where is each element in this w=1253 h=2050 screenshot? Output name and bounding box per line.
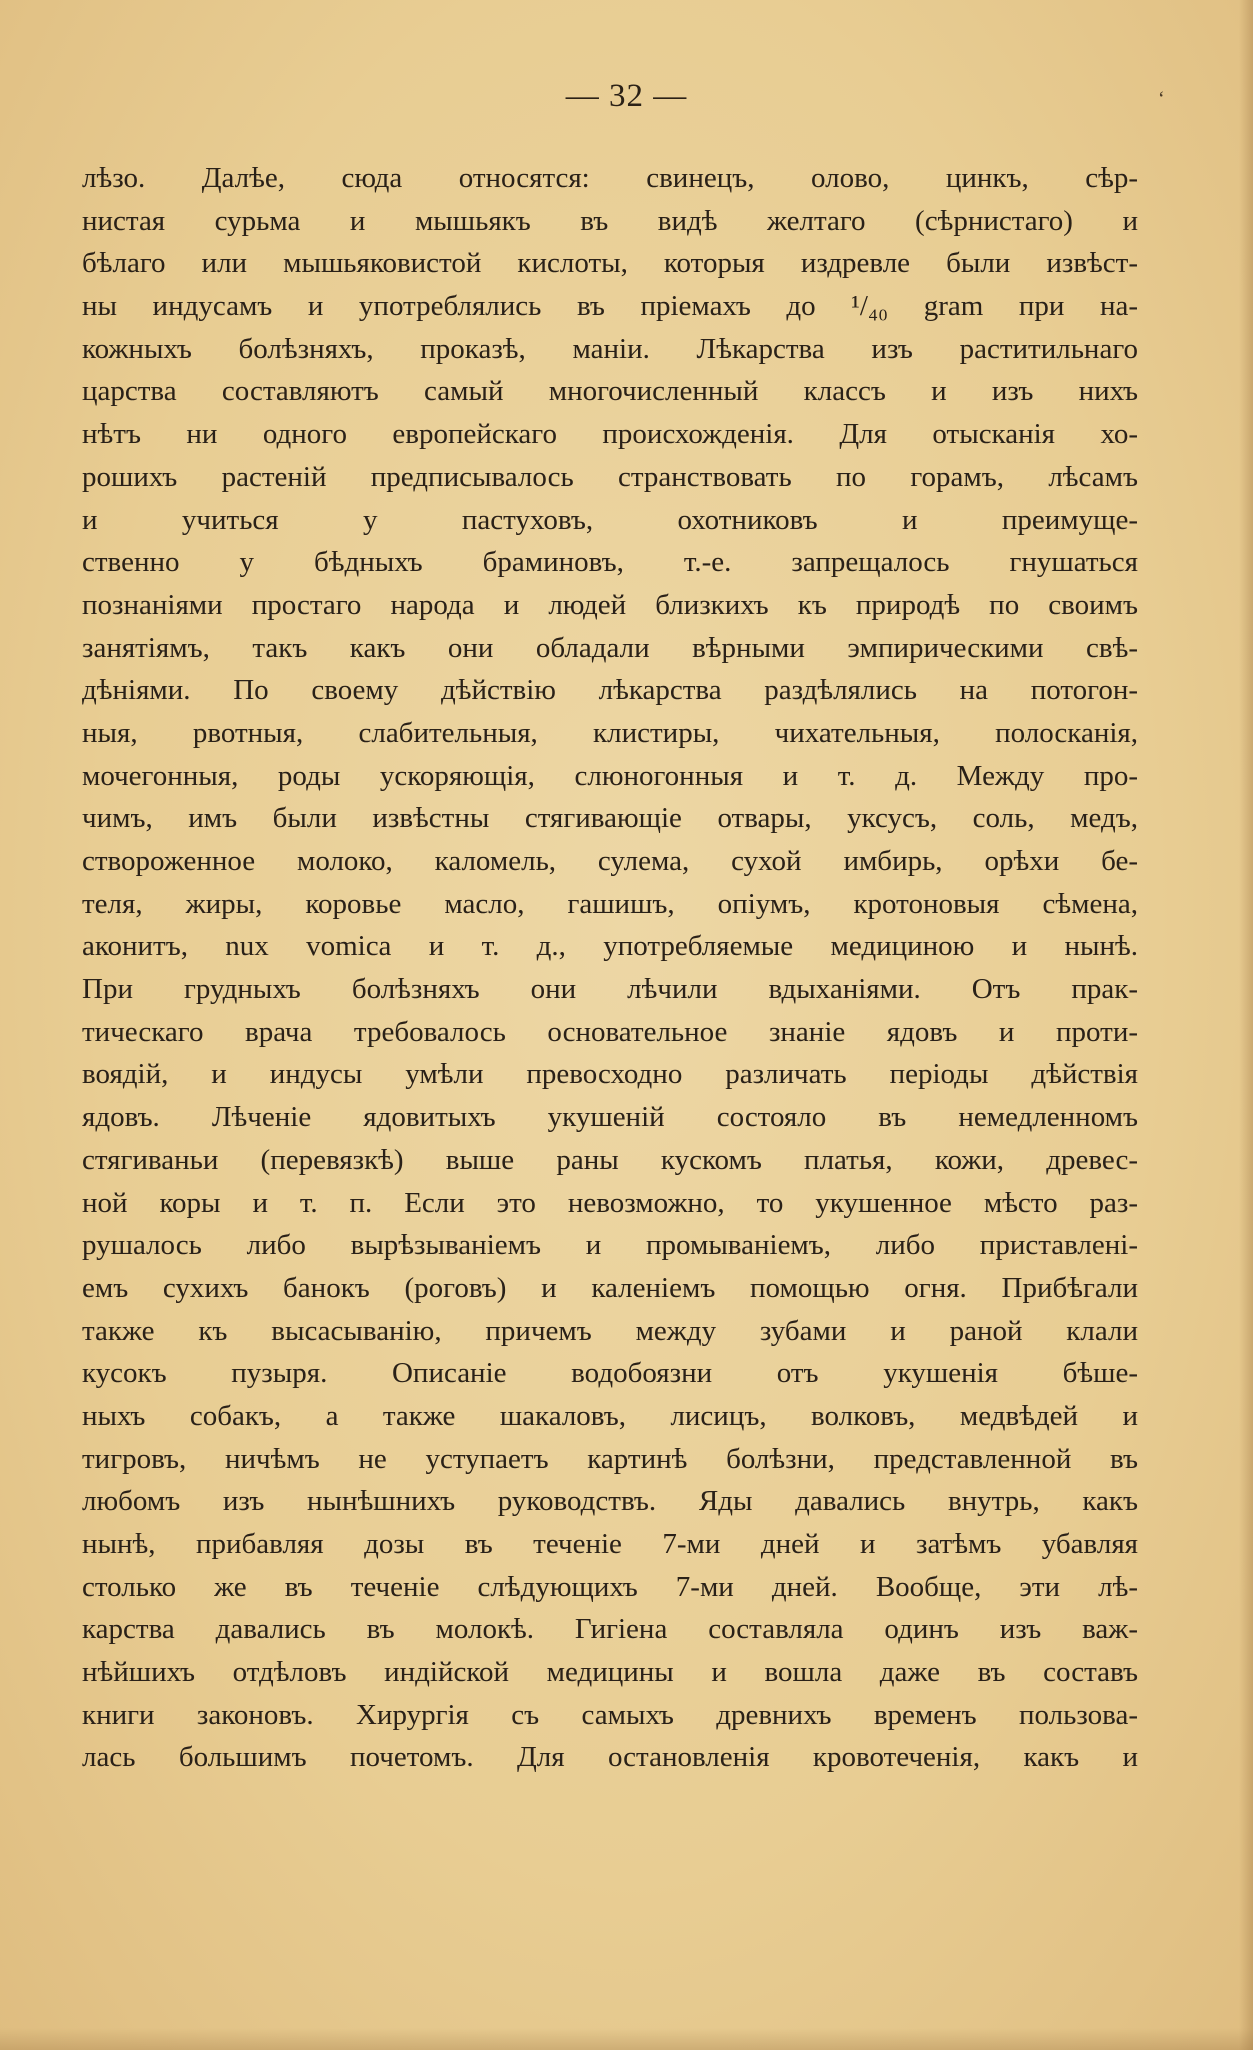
text-line: книги законовъ. Хирургія съ самыхъ древнихъ временъ пользова- xyxy=(82,1698,1138,1731)
text-line: карства давались въ молокѣ. Гигіена составляла одинъ изъ важ- xyxy=(82,1613,1138,1646)
text-line: кожныхъ болѣзняхъ, проказѣ, маніи. Лѣкарства изъ раститильнаго xyxy=(82,332,1138,365)
text-line: ныхъ собакъ, а также шакаловъ, лисицъ, волковъ, медвѣдей и xyxy=(82,1399,1138,1432)
page-edge-shadow-bottom xyxy=(0,2028,1253,2050)
text-line: тигровъ, ничѣмъ не уступаетъ картинѣ болѣзни, представленной въ xyxy=(82,1442,1138,1475)
text-line: ной коры и т. п. Если это невозможно, то укушенное мѣсто раз- xyxy=(82,1186,1138,1219)
text-line: аконитъ, nux vomica и т. д., употребляемые медициною и нынѣ. xyxy=(82,930,1138,963)
text-line: и учиться у пастуховъ, охотниковъ и преимуще- xyxy=(82,503,1138,536)
text-line: теля, жиры, коровье масло, гашишъ, опіумъ, кротоновыя сѣмена, xyxy=(82,887,1138,920)
corner-mark: ‘ xyxy=(1158,88,1165,110)
text-line: ныя, рвотныя, слабительныя, клистиры, чихательныя, полосканія, xyxy=(82,716,1138,749)
page-edge-shadow-right xyxy=(1239,0,1253,2050)
body-text xyxy=(82,157,1138,1779)
text-line: мочегонныя, роды ускоряющія, слюногонныя и т. д. Между про- xyxy=(82,759,1138,792)
text-line: ядовъ. Лѣченіе ядовитыхъ укушеній состояло въ немедленномъ xyxy=(82,1101,1138,1134)
text-line: царства составляютъ самый многочисленный классъ и изъ нихъ xyxy=(82,375,1138,408)
text-line: также къ высасыванію, причемъ между зубами и раной клали xyxy=(82,1314,1138,1347)
text-line: столько же въ теченіе слѣдующихъ 7-ми дней. Вообще, эти лѣ- xyxy=(82,1570,1138,1603)
text-line: нынѣ, прибавляя дозы въ теченіе 7-ми дней и затѣмъ убавляя xyxy=(82,1528,1138,1560)
page-number: — 32 — xyxy=(565,78,688,114)
text-line: лѣзо. Далѣе, сюда относятся: свинецъ, олово, цинкъ, сѣр- xyxy=(82,162,1138,194)
text-line: рушалось либо вырѣзываніемъ и промываніемъ, либо приставлені- xyxy=(82,1229,1138,1262)
text-line: нѣтъ ни одного европейскаго происхожденія. Для отысканія хо- xyxy=(82,418,1138,451)
text-line: емъ сухихъ банокъ (роговъ) и каленіемъ помощью огня. Прибѣгали xyxy=(82,1271,1138,1304)
text-line: бѣлаго или мышьяковистой кислоты, которыя издревле были извѣст- xyxy=(82,247,1138,280)
text-line: чимъ, имъ были извѣстны стягивающіе отвары, уксусъ, соль, медъ, xyxy=(82,802,1138,835)
text-line: любомъ изъ нынѣшнихъ руководствъ. Яды давались внутрь, какъ xyxy=(82,1485,1138,1518)
text-line: дѣніями. По своему дѣйствію лѣкарства раздѣлялись на потогон- xyxy=(82,674,1138,707)
text-line: тическаго врача требовалось основательное знаніе ядовъ и проти- xyxy=(82,1015,1138,1048)
text-line: познаніями простаго народа и людей близкихъ къ природѣ по своимъ xyxy=(82,588,1138,621)
text-line: кусокъ пузыря. Описаніе водобоязни отъ укушенія бѣше- xyxy=(82,1357,1138,1390)
text-line: лась большимъ почетомъ. Для остановленія кровотеченія, какъ и xyxy=(82,1741,1138,1774)
text-line: нистая сурьма и мышьякъ въ видѣ желтаго (сѣрнистаго) и xyxy=(82,204,1138,237)
text-line: воядій, и индусы умѣли превосходно различать періоды дѣйствія xyxy=(82,1058,1138,1091)
text-line: занятіямъ, такъ какъ они обладали вѣрными эмпирическими свѣ- xyxy=(82,631,1138,664)
text-line: стягиваньи (перевязкѣ) выше раны кускомъ платья, кожи, древес- xyxy=(82,1143,1138,1176)
text-line: ственно у бѣдныхъ браминовъ, т.-е. запрещалось гнушаться xyxy=(82,546,1138,579)
text-line: нѣйшихъ отдѣловъ индійской медицины и вошла даже въ составъ xyxy=(82,1656,1138,1689)
text-line: ны индусамъ и употреблялись въ пріемахъ до ¹/₄₀ gram при на- xyxy=(82,290,1138,323)
text-line: створоженное молоко, каломель, сулема, сухой имбирь, орѣхи бе- xyxy=(82,845,1138,877)
text-line: При грудныхъ болѣзняхъ они лѣчили вдыханіями. Отъ прак- xyxy=(82,973,1138,1006)
text-line: рошихъ растеній предписывалось странствовать по горамъ, лѣсамъ xyxy=(82,460,1138,493)
